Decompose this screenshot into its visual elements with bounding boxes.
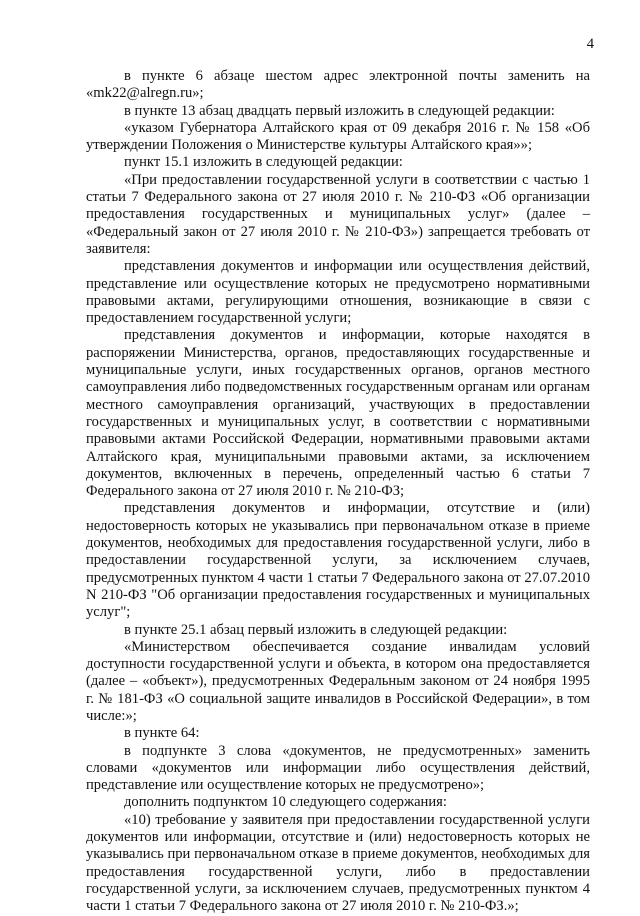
paragraph: «Министерством обеспечивается создание инвалидам условий доступности государственной услуги и объекта, в котором она предоставляется (далее – «объект»), предусмотренных Федеральным законом от 24 ноября 1995 г. № 181-ФЗ «О социальной защите инвалидов в Российской Федерации», в том числе:»; [86, 638, 590, 724]
paragraph: «10) требование у заявителя при предоставлении государственной услуги документов или информации, отсутствие и (или) недостоверность которых не указывались при первоначальном отказе в приеме документов, необходимых для предоставления государственной услуги, либо в предоставлении государственной услуги, за исключением случаев, предусмотренных пунктом 4 части 1 статьи 7 Федерального закона от 27 июля 2010 г. № 210-ФЗ.»; [86, 811, 590, 915]
paragraph: в пункте 13 абзац двадцать первый изложить в следующей редакции: [124, 102, 555, 119]
paragraph: дополнить подпунктом 10 следующего содержания: [124, 794, 447, 811]
paragraph: «указом Губернатора Алтайского края от 09 декабря 2016 г. № 158 «Об утверждении Положения о Министерстве культуры Алтайского края»»; [86, 119, 590, 154]
paragraph: в пункте 64: [124, 725, 200, 742]
paragraph: в пункте 25.1 абзац первый изложить в следующей редакции: [124, 621, 508, 638]
page-number: 4 [586, 36, 594, 52]
paragraph: представления документов и информации, отсутствие и (или) недостоверность которых не указывались при первоначальном отказе в приеме документов, необходимых для предоставления государственной услуги, либо в предоставлении государственной услуги, за исключением случаев, предусмотренных пунктом 4 части 1 статьи 7 Федерального закона от 27.07.2010 N 210-ФЗ "Об организации предоставления государственных и муниципальных услуг"; [86, 500, 590, 621]
paragraph: представления документов и информации, которые находятся в распоряжении Министерства, органов, предоставляющих государственные и муниципальные услуги, иных государственных органов, органов местного самоуправления либо подведомственных государственным органам или органам местного самоуправления организаций, участвующих в предоставлении государственных и муниципальных услуг, в соответствии с нормативными правовыми актами Российской Федерации, нормативными правовыми актами Алтайского края, муниципальными правовыми актами, за исключением документов, включенных в перечень, определенный частью 6 статьи 7 Федерального закона от 27 июля 2010 г. № 210-ФЗ; [86, 327, 590, 500]
paragraph: «При предоставлении государственной услуги в соответствии с частью 1 статьи 7 Федерального закона от 27 июля 2010 г. № 210-ФЗ «Об организации предоставления государственных и муниципальных услуг» (далее – «Федеральный закон от 27 июля 2010 г. № 210-ФЗ») запрещается требовать от заявителя: [86, 171, 590, 257]
document-body [86, 68, 590, 916]
paragraph: в подпункте 3 слова «документов, не предусмотренных» заменить словами «документов или информации либо осуществления действий, представление или осуществление которых не предусмотрено»; [86, 742, 590, 794]
paragraph: в пункте 6 абзаце шестом адрес электронной почты заменить на «mk22@alregn.ru»; [86, 68, 590, 102]
paragraph: представления документов и информации или осуществления действий, представление или осуществление которых не предусмотрено нормативными правовыми актами, регулирующими отношения, возникающие в связи с предоставлением государственной услуги; [86, 258, 590, 327]
paragraph: пункт 15.1 изложить в следующей редакции: [124, 154, 403, 171]
